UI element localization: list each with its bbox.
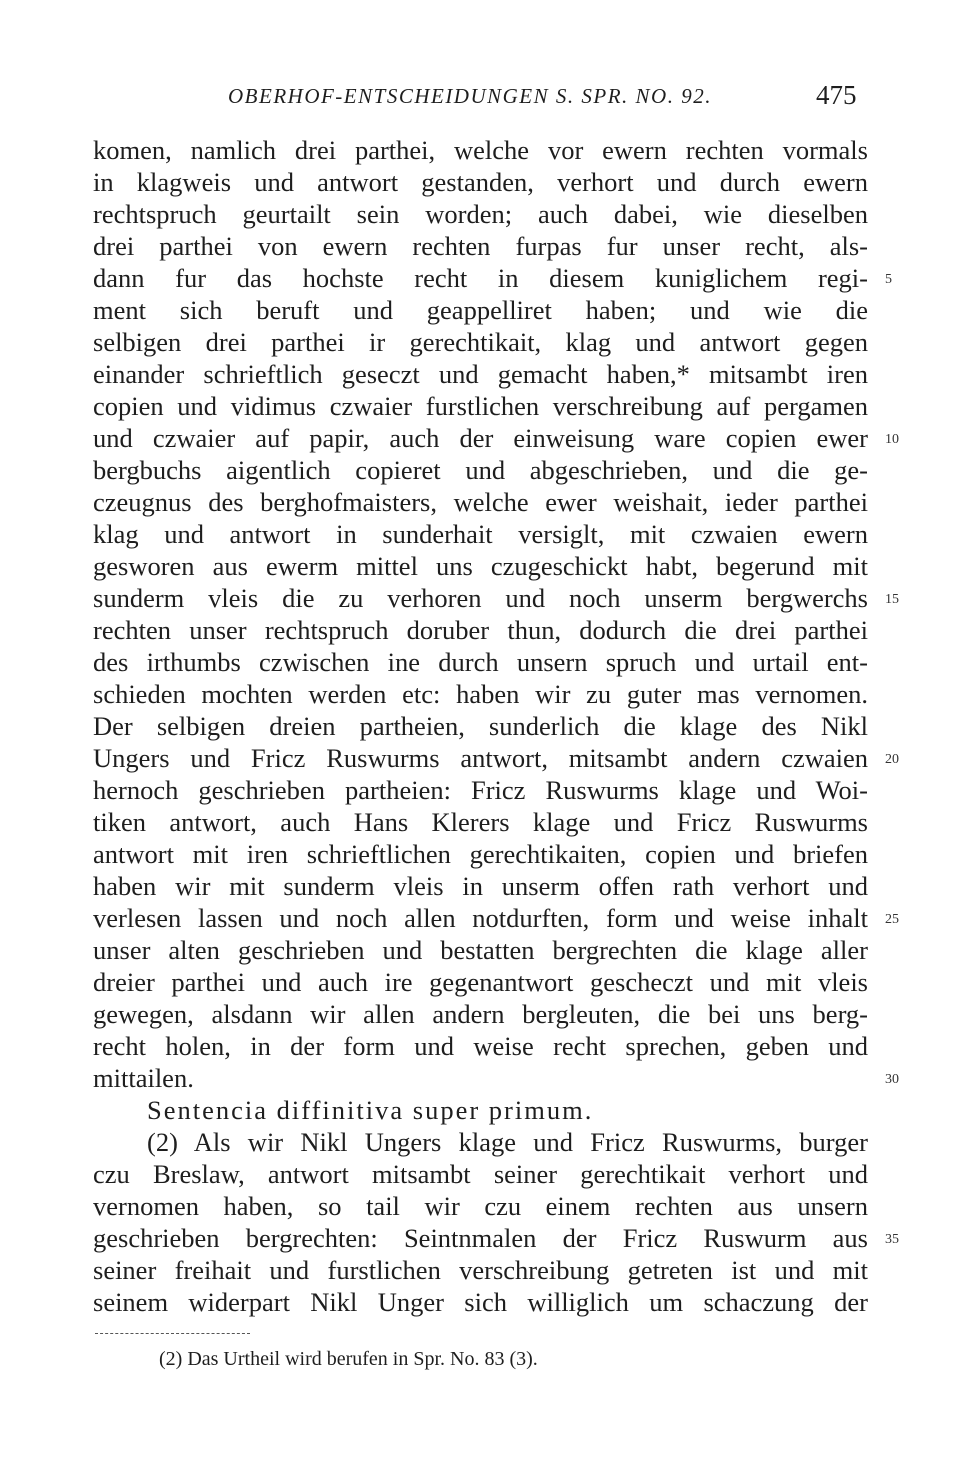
text-line	[93, 134, 868, 166]
text-line	[93, 806, 868, 838]
text-line	[93, 550, 868, 582]
line-text: mittailen.	[93, 1063, 194, 1093]
line-text: bergbuchs aigentlich copieret und abgeschrieben, und die ge-	[93, 455, 868, 485]
line-number: 35	[885, 1232, 899, 1247]
text-line	[93, 294, 868, 326]
text-line	[93, 486, 868, 518]
text-line	[93, 1062, 899, 1094]
text-line	[93, 262, 892, 294]
text-line	[93, 934, 868, 966]
text-line	[93, 1222, 899, 1254]
line-number: 15	[885, 592, 899, 607]
text-line	[93, 454, 868, 486]
line-text: czu Breslaw, antwort mitsambt seiner gerechtikait verhort und	[93, 1159, 868, 1189]
line-text: hernoch geschrieben partheien: Fricz Ruswurms klage und Woi-	[93, 775, 868, 805]
line-text: einander schrieftlich geseczt und gemacht haben,* mitsambt iren	[93, 359, 868, 389]
line-text: dreier parthei und auch ire gegenantwort gescheczt und mit vleis	[93, 967, 868, 997]
text-line	[93, 518, 868, 550]
text-line	[93, 774, 868, 806]
line-text: Der selbigen dreien partheien, sunderlich die klage des Nikl	[93, 711, 868, 741]
line-text: rechten unser rechtspruch doruber thun, dodurch die drei parthei	[93, 615, 868, 645]
line-text: drei parthei von ewern rechten furpas fur unser recht, als-	[93, 231, 868, 261]
line-text: in klagweis und antwort gestanden, verhort und durch ewern	[93, 167, 868, 197]
line-text: antwort mit iren schrieftlichen gerechtikaiten, copien und briefen	[93, 839, 868, 869]
text-line	[93, 646, 868, 678]
line-number: 20	[885, 752, 899, 767]
text-line	[93, 1094, 868, 1126]
line-number: 30	[885, 1072, 899, 1087]
text-line	[93, 166, 868, 198]
text-line	[93, 1190, 868, 1222]
text-line	[93, 678, 868, 710]
line-text: unser alten geschrieben und bestatten bergrechten die klage aller	[93, 935, 868, 965]
text-line	[93, 1158, 868, 1190]
line-text: czeugnus des berghofmaisters, welche ewer weishait, ieder parthei	[93, 487, 868, 517]
line-number: 10	[885, 432, 899, 447]
line-text: schieden mochten werden etc: haben wir zu guter mas vernomen.	[93, 679, 868, 709]
line-text: seiner freihait und furstlichen verschreibung getreten ist und mit	[93, 1255, 868, 1285]
footnote-rule	[95, 1333, 250, 1334]
text-line	[93, 422, 899, 454]
page-header	[0, 78, 960, 118]
text-line	[93, 870, 868, 902]
running-head: OBERHOF-ENTSCHEIDUNGEN S. SPR. NO. 92.	[228, 84, 712, 108]
line-number: 5	[885, 272, 892, 287]
line-text: vernomen haben, so tail wir czu einem rechten aus unsern	[93, 1191, 868, 1221]
line-text: ment sich beruft und geappelliret haben; und wie die	[93, 295, 868, 325]
line-text: des irthumbs czwischen ine durch unsern spruch und urtail ent-	[93, 647, 868, 677]
page-number: 475	[816, 80, 857, 110]
line-text: dann fur das hochste recht in diesem kuniglichem regi-	[93, 263, 868, 293]
text-line	[93, 358, 868, 390]
line-text: selbigen drei parthei ir gerechtikait, klag und antwort gegen	[93, 327, 868, 357]
line-text: tiken antwort, auch Hans Klerers klage und Fricz Ruswurms	[93, 807, 868, 837]
line-text: klag und antwort in sunderhait versiglt, mit czwaien ewern	[93, 519, 868, 549]
line-text: und czwaier auf papir, auch der einweisung ware copien ewer	[93, 423, 868, 453]
line-text: (2) Als wir Nikl Ungers klage und Fricz Ruswurms, burger	[147, 1127, 868, 1157]
line-text: komen, namlich drei parthei, welche vor ewern rechten vormals	[93, 135, 868, 165]
line-number: 25	[885, 912, 899, 927]
line-text: Ungers und Fricz Ruswurms antwort, mitsambt andern czwaien	[93, 743, 868, 773]
text-line	[93, 838, 868, 870]
line-text: recht holen, in der form und weise recht sprechen, geben und	[93, 1031, 868, 1061]
text-line	[93, 998, 868, 1030]
line-text: sunderm vleis die zu verhoren und noch unserm bergwerchs	[93, 583, 868, 613]
text-line	[93, 710, 868, 742]
line-text: copien und vidimus czwaier furstlichen verschreibung auf pergamen	[93, 391, 868, 421]
text-line	[93, 614, 868, 646]
text-line	[93, 902, 899, 934]
text-line	[93, 582, 899, 614]
line-text: gesworen aus ewerm mittel uns czugeschickt habt, begerund mit	[93, 551, 868, 581]
line-text: haben wir mit sunderm vleis in unserm offen rath verhort und	[93, 871, 868, 901]
text-line	[93, 1030, 868, 1062]
line-text: gewegen, alsdann wir allen andern bergleuten, die bei uns berg-	[93, 999, 868, 1029]
line-text: seinem widerpart Nikl Unger sich williglich um schaczung der	[93, 1287, 868, 1317]
text-line	[93, 326, 868, 358]
text-line	[93, 230, 868, 262]
line-text: verlesen lassen und noch allen notdurften, form und weise inhalt	[93, 903, 868, 933]
text-line	[93, 966, 868, 998]
footnote: (2) Das Urtheil wird berufen in Spr. No. 83 (3).	[159, 1348, 538, 1370]
text-line	[93, 198, 868, 230]
text-line	[93, 1286, 868, 1318]
line-text: rechtspruch geurtailt sein worden; auch dabei, wie dieselben	[93, 199, 868, 229]
text-line	[93, 1254, 868, 1286]
text-line	[93, 1126, 868, 1158]
line-text: geschrieben bergrechten: Seintnmalen der Fricz Ruswurm aus	[93, 1223, 868, 1253]
body-text	[93, 134, 899, 1318]
line-text: Sentencia diffinitiva super primum.	[147, 1095, 594, 1125]
text-line	[93, 742, 899, 774]
text-line	[93, 390, 868, 422]
